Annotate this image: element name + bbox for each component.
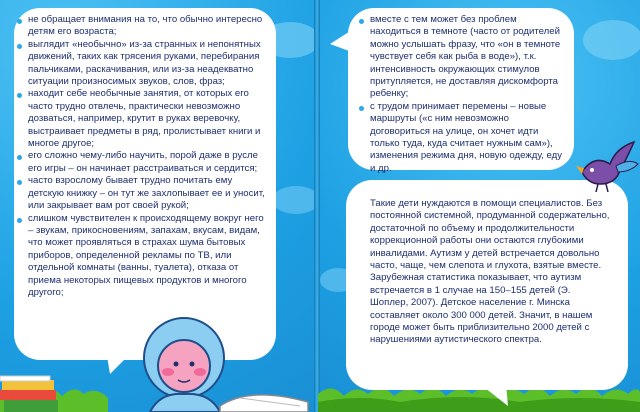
right-bullet-list [358,14,566,175]
paragraph-text: Такие дети нуждаются в помощи специалистов. Без постоянной системной, продуманной содержательно, достаточной по объему и продолжительности коррекционной работы они остаются глубокими инвалидами. Аутизм у детей встречается довольно часто, чаще, чем слепота и глухота, взятые вместе. Зарубежная статистика показывает, что аутизм встречается в 1 случае на 150–155 детей (Э. Шоплер, 2007). Детское население г. Минска составляет около 300 000 детей. Значит, в нашем городе может быть приблизительно 2000 детей с нарушениями аутистического спектра. [370,198,610,346]
child-illustration [140,306,310,412]
list-item: с трудом принимает перемены – новые маршруты («с ним невозможно договориться на улице, он хочет идти только туда, куда считает нужным сам»), изменения режима дня, новую одежду, еду и др. [358,101,566,175]
list-item: находит себе необычные занятия, от которых его часто трудно отвлечь, практически невозможно дозваться, например, крутит в руках веревочку, выстраивает предметы в ряд, пролистывает книги и многое другое; [16,88,266,150]
list-item: часто взрослому бывает трудно почитать ему детскую книжку – он тут же захлопывает ее и уносит, или закрывает вам рот своей рукой; [16,175,266,212]
statistics-paragraph [370,198,610,347]
bird-illustration [576,138,640,194]
list-item: вместе с тем может без проблем находиться в темноте (часто от родителей можно услышать фразу, что «он в темноте чувствует себя как рыба в воде»), т.к. интенсивность окружающих стимулов притупляется, не доставляя дискомфорта ребенку; [358,14,566,101]
list-item: его сложно чему-либо научить, порой даже в русле его игры – он начинает расстраиваться и сердится; [16,150,266,175]
list-item: не обращает внимания на то, что обычно интересно детям его возраста; [16,14,266,39]
list-item: слишком чувствителен к происходящему вокруг него – звукам, прикосновениям, запахам, вкусам, видам, что может проявляться в страхах шума бытовых приборов, определенной рекламы по ТВ, или отдельной комнаты (ванны, туалета), отказа от приема некоторых пищевых продуктов и многого другого; [16,213,266,300]
bubble-tail [330,30,352,52]
books-illustration [0,372,60,412]
list-item: выглядит «необычно» из-за странных и непонятных движений, таких как трясения руками, перебирания пальчиками, раскачивания, или из-за неадекватно ситуации произносимых звуков, слов, фраз; [16,39,266,89]
bubble-tail [480,384,510,410]
left-bullet-list [16,14,266,299]
bubble-tail [106,350,136,376]
book-gutter [314,0,320,412]
